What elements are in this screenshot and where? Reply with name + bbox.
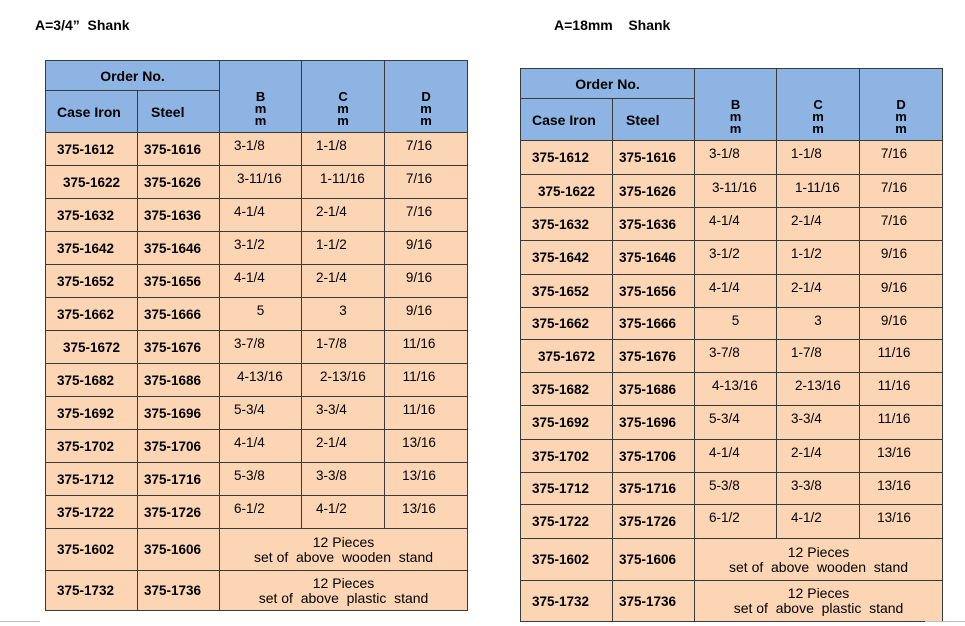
steel-no: 375-1696: [138, 397, 220, 430]
dim-d: 9/16: [860, 275, 943, 308]
dim-d: 9/16: [385, 265, 468, 298]
table-row: [46, 463, 468, 496]
header-d-char: D: [421, 89, 431, 104]
case-iron-no: 375-1602: [46, 529, 138, 571]
dim-d: 7/16: [860, 175, 943, 208]
header-b-mm: [695, 69, 777, 141]
dim-b: 4-1/4: [695, 275, 777, 308]
case-iron-no: 375-1702: [521, 440, 613, 473]
dim-b: 4-13/16: [220, 364, 302, 397]
header-d-char: m: [895, 121, 907, 136]
steel-no: 375-1636: [138, 199, 220, 232]
steel-no: 375-1716: [138, 463, 220, 496]
dim-c: 1-1/2: [777, 241, 860, 275]
dim-d: 11/16: [860, 406, 943, 440]
dim-c: 3-3/8: [302, 463, 385, 496]
dim-c: 1-1/2: [302, 232, 385, 265]
dim-b: 3-11/16: [695, 175, 777, 208]
steel-no: 375-1656: [138, 265, 220, 298]
header-order-no: Order No.: [46, 61, 220, 91]
header-case-iron: Case Iron: [521, 99, 613, 141]
dim-d: 7/16: [385, 166, 468, 199]
case-iron-no: 375-1632: [46, 199, 138, 232]
table-row: [46, 166, 468, 199]
dim-c: 2-13/16: [777, 373, 860, 406]
case-iron-no: 375-1642: [46, 232, 138, 265]
dim-c: 2-1/4: [777, 208, 860, 241]
table-row: [521, 308, 943, 340]
steel-no: 375-1726: [613, 505, 695, 539]
case-iron-no: 375-1722: [521, 505, 613, 539]
table-row: [46, 496, 468, 529]
set-count: 12 Pieces: [312, 533, 375, 550]
header-c-char: m: [812, 109, 824, 124]
dim-d: 7/16: [385, 199, 468, 232]
case-iron-no: 375-1672: [521, 340, 613, 373]
set-description: [220, 529, 468, 571]
dim-c: 4-1/2: [302, 496, 385, 529]
table-row: [521, 406, 943, 440]
dim-d: 7/16: [385, 133, 468, 166]
dim-d: 9/16: [385, 232, 468, 265]
dim-b: 3-1/8: [220, 133, 302, 166]
dim-b: 3-11/16: [220, 166, 302, 199]
header-c-mm: [777, 69, 860, 141]
dim-c: 2-1/4: [302, 430, 385, 463]
table-title-left: A=3/4” Shank: [35, 17, 130, 33]
table-row: [46, 265, 468, 298]
header-b-char: m: [729, 121, 742, 136]
set-row: [46, 571, 468, 611]
header-d-char: m: [895, 109, 907, 124]
header-c-char: m: [337, 101, 349, 116]
dim-b: 5-3/8: [695, 473, 777, 505]
header-order-no: Order No.: [521, 69, 695, 99]
set-stand: set of above plastic stand: [258, 589, 429, 606]
header-c-mm: [302, 61, 385, 133]
dim-b: 3-1/8: [695, 141, 777, 175]
steel-no: 375-1646: [138, 232, 220, 265]
dim-d: 9/16: [860, 308, 943, 340]
dim-b: 5-3/4: [220, 397, 302, 430]
header-c-char: m: [337, 113, 349, 128]
set-stand: set of above plastic stand: [733, 600, 904, 616]
dim-c: 1-7/8: [302, 331, 385, 364]
table-row: [46, 397, 468, 430]
header-b-char: m: [254, 113, 267, 128]
table-row: [521, 208, 943, 241]
table-row: [521, 241, 943, 275]
dim-c: 2-1/4: [302, 265, 385, 298]
dim-c: 1-1/8: [777, 141, 860, 175]
dim-c: 1-1/8: [302, 133, 385, 166]
dim-b: 4-1/4: [220, 265, 302, 298]
case-iron-no: 375-1682: [46, 364, 138, 397]
case-iron-no: 375-1692: [46, 397, 138, 430]
page-footer-line: [0, 621, 40, 622]
steel-no: 375-1676: [138, 331, 220, 364]
steel-no: 375-1666: [138, 298, 220, 331]
case-iron-no: 375-1632: [521, 208, 613, 241]
table-row: [46, 331, 468, 364]
header-d-char: m: [420, 113, 432, 128]
header-d-mm: [860, 69, 943, 141]
set-count: 12 Pieces: [312, 574, 375, 591]
table-title-right: A=18mm Shank: [554, 17, 671, 33]
case-iron-no: 375-1652: [521, 275, 613, 308]
dim-b: 6-1/2: [220, 496, 302, 529]
case-iron-no: 375-1672: [46, 331, 138, 364]
dim-c: 3-3/8: [777, 473, 860, 505]
header-d-char: D: [896, 97, 906, 112]
dim-d: 11/16: [860, 373, 943, 406]
set-description: [695, 539, 943, 581]
case-iron-no: 375-1602: [521, 539, 613, 581]
header-c-char: m: [812, 121, 824, 136]
dim-d: 11/16: [385, 364, 468, 397]
steel-no: 375-1666: [613, 308, 695, 340]
case-iron-no: 375-1662: [46, 298, 138, 331]
set-row: [521, 539, 943, 581]
dim-b: 3-1/2: [220, 232, 302, 265]
case-iron-no: 375-1652: [46, 265, 138, 298]
dim-b: 4-1/4: [695, 440, 777, 473]
steel-no: 375-1736: [613, 581, 695, 622]
header-d-char: m: [420, 101, 432, 116]
case-iron-no: 375-1622: [521, 175, 613, 208]
case-iron-no: 375-1712: [46, 463, 138, 496]
shank-table-right: [520, 68, 943, 622]
table-row: [521, 505, 943, 539]
table-row: [46, 364, 468, 397]
case-iron-no: 375-1732: [46, 571, 138, 611]
dim-c: 1-11/16: [302, 166, 385, 199]
header-b-char: B: [730, 97, 741, 112]
table-row: [521, 340, 943, 373]
dim-b: 3-7/8: [695, 340, 777, 373]
case-iron-no: 375-1702: [46, 430, 138, 463]
header-b-char: m: [254, 101, 267, 116]
dim-d: 13/16: [385, 463, 468, 496]
case-iron-no: 375-1712: [521, 473, 613, 505]
table-row: [521, 275, 943, 308]
steel-no: 375-1606: [613, 539, 695, 581]
table-row: [46, 430, 468, 463]
dim-d: 13/16: [385, 430, 468, 463]
dim-d: 11/16: [860, 340, 943, 373]
steel-no: 375-1736: [138, 571, 220, 611]
case-iron-no: 375-1662: [521, 308, 613, 340]
dim-d: 13/16: [860, 505, 943, 539]
set-count: 12 Pieces: [787, 585, 850, 601]
set-row: [521, 581, 943, 622]
dim-d: 11/16: [385, 397, 468, 430]
header-d-mm: [385, 61, 468, 133]
dim-c: 1-7/8: [777, 340, 860, 373]
steel-no: 375-1706: [138, 430, 220, 463]
set-row: [46, 529, 468, 571]
dim-c: 2-1/4: [777, 275, 860, 308]
table-row: [521, 473, 943, 505]
steel-no: 375-1636: [613, 208, 695, 241]
dim-b: 5-3/4: [695, 406, 777, 440]
header-b-char: m: [729, 109, 742, 124]
dim-b: 3-7/8: [220, 331, 302, 364]
set-count: 12 Pieces: [787, 543, 850, 560]
dim-c: 3-3/4: [302, 397, 385, 430]
dim-b: 5: [220, 298, 302, 331]
table-row: [46, 298, 468, 331]
header-c-char: C: [338, 89, 348, 104]
dim-d: 7/16: [860, 208, 943, 241]
dim-d: 7/16: [860, 141, 943, 175]
table-row: [521, 141, 943, 175]
set-stand: set of above wooden stand: [254, 548, 434, 565]
dim-c: 3: [302, 298, 385, 331]
dim-b: 4-1/4: [695, 208, 777, 241]
steel-no: 375-1606: [138, 529, 220, 571]
table-row: [521, 440, 943, 473]
dim-d: 13/16: [860, 440, 943, 473]
set-description: [695, 581, 943, 622]
steel-no: 375-1706: [613, 440, 695, 473]
steel-no: 375-1686: [613, 373, 695, 406]
case-iron-no: 375-1612: [521, 141, 613, 175]
steel-no: 375-1656: [613, 275, 695, 308]
case-iron-no: 375-1612: [46, 133, 138, 166]
header-b-char: B: [255, 89, 266, 104]
case-iron-no: 375-1642: [521, 241, 613, 275]
dim-b: 4-1/4: [220, 430, 302, 463]
case-iron-no: 375-1732: [521, 581, 613, 622]
dim-c: 1-11/16: [777, 175, 860, 208]
table-row: [521, 175, 943, 208]
steel-no: 375-1686: [138, 364, 220, 397]
dim-b: 4-1/4: [220, 199, 302, 232]
steel-no: 375-1696: [613, 406, 695, 440]
steel-no: 375-1616: [138, 133, 220, 166]
header-steel: Steel: [138, 91, 220, 133]
dim-b: 5-3/8: [220, 463, 302, 496]
header-b-mm: [220, 61, 302, 133]
steel-no: 375-1676: [613, 340, 695, 373]
table-row: [46, 232, 468, 265]
case-iron-no: 375-1622: [46, 166, 138, 199]
steel-no: 375-1646: [613, 241, 695, 275]
dim-c: 4-1/2: [777, 505, 860, 539]
steel-no: 375-1616: [613, 141, 695, 175]
dim-d: 9/16: [385, 298, 468, 331]
dim-c: 3-3/4: [777, 406, 860, 440]
dim-c: 2-13/16: [302, 364, 385, 397]
dim-b: 3-1/2: [695, 241, 777, 275]
case-iron-no: 375-1722: [46, 496, 138, 529]
dim-d: 11/16: [385, 331, 468, 364]
case-iron-no: 375-1692: [521, 406, 613, 440]
set-stand: set of above wooden stand: [729, 558, 909, 575]
steel-no: 375-1626: [613, 175, 695, 208]
dim-b: 6-1/2: [695, 505, 777, 539]
dim-b: 5: [695, 308, 777, 340]
dim-b: 4-13/16: [695, 373, 777, 406]
dim-d: 9/16: [860, 241, 943, 275]
header-case-iron: Case Iron: [46, 91, 138, 133]
dim-c: 2-1/4: [777, 440, 860, 473]
steel-no: 375-1626: [138, 166, 220, 199]
table-row: [46, 199, 468, 232]
dim-c: 2-1/4: [302, 199, 385, 232]
case-iron-no: 375-1682: [521, 373, 613, 406]
steel-no: 375-1716: [613, 473, 695, 505]
header-steel: Steel: [613, 99, 695, 141]
dim-d: 13/16: [860, 473, 943, 505]
shank-table-left: [45, 60, 468, 611]
dim-c: 3: [777, 308, 860, 340]
header-c-char: C: [813, 97, 823, 112]
table-row: [521, 373, 943, 406]
page-footer-line: [925, 621, 965, 622]
dim-d: 13/16: [385, 496, 468, 529]
steel-no: 375-1726: [138, 496, 220, 529]
set-description: [220, 571, 468, 611]
table-row: [46, 133, 468, 166]
